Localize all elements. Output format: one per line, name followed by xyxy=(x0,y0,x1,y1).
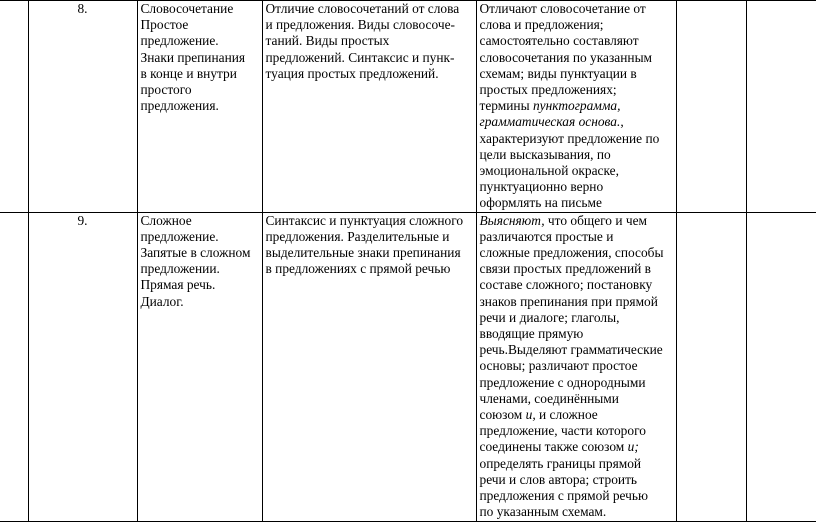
activity-line: оформлять на письме xyxy=(479,195,602,211)
activity-line: самостоятельно составляют xyxy=(479,33,639,49)
activity-line: членами, соединёнными xyxy=(479,390,619,406)
topic-line: предложении. xyxy=(140,261,220,277)
lesson-number: 8. xyxy=(77,1,88,16)
content-line: предложений. Синтаксис и пунк- xyxy=(265,49,455,65)
activity-line: составе сложного; постановку xyxy=(479,277,653,293)
activity-line: слова и предложения; xyxy=(479,17,604,33)
topic-line: Прямая речь. xyxy=(140,277,216,293)
activity-cell xyxy=(476,1,676,213)
content-line: и предложения. Виды словосоче- xyxy=(265,17,455,33)
verb-italic: Выясняют, xyxy=(479,212,545,228)
lesson-number-cell xyxy=(28,1,137,213)
activity-line: схемам; виды пунктуации в xyxy=(479,65,637,81)
activity-line: основы; различают простое xyxy=(479,358,638,374)
topic-line: Сложное xyxy=(140,212,192,228)
content-cell xyxy=(262,212,476,521)
activity-line: различаются простые и xyxy=(479,228,614,244)
activity-line: эмоциональной окраске, xyxy=(479,163,619,179)
blank-lead-cell xyxy=(0,212,28,521)
topic-line: предложение. xyxy=(140,33,219,49)
content-line: таний. Виды простых xyxy=(265,33,390,49)
activity-line: речи и диалоге; глаголы, xyxy=(479,309,620,325)
content-line: в предложениях с прямой речью xyxy=(265,261,451,277)
topic-line: Запятые в сложном xyxy=(140,245,251,261)
content-line: Синтаксис и пунктуация сложного xyxy=(265,212,464,228)
activity-line: простых предложениях; xyxy=(479,82,617,98)
activity-conj-line xyxy=(480,407,673,423)
activity-line: знаков препинания при прямой xyxy=(479,293,658,309)
activity-first-line xyxy=(480,213,673,229)
conj-prefix: союзом xyxy=(479,407,526,423)
term-suffix: , xyxy=(620,114,624,130)
activity-line: связи простых предложений в xyxy=(479,261,651,277)
activity-cell xyxy=(476,212,676,521)
activity-conj-line xyxy=(480,439,673,455)
activity-line: Отличают словосочетание от xyxy=(479,1,646,16)
conj-suffix: и сложное xyxy=(535,407,598,423)
topic-line: предложения. xyxy=(140,98,219,114)
term-italic: пунктограмма, xyxy=(532,98,621,114)
activity-line: сложные предложения, способы xyxy=(479,245,664,261)
topic-line: Простое xyxy=(140,17,189,33)
empty-cell xyxy=(676,1,746,213)
term-italic: грамматическая основа. xyxy=(479,114,621,130)
activity-line: речь.Выделяют грамматические xyxy=(479,342,663,358)
activity-line: пунктуационно верно xyxy=(479,179,604,195)
content-line: туация простых предложений. xyxy=(265,65,439,81)
activity-line: словосочетания по указанным xyxy=(479,49,653,65)
empty-cell xyxy=(746,212,816,521)
content-cell xyxy=(262,1,476,213)
table-row xyxy=(0,212,816,521)
topic-line: Знаки препинания xyxy=(140,49,246,65)
first-rest: что общего и чем xyxy=(544,212,648,228)
topic-line: Диалог. xyxy=(140,293,184,309)
topic-cell xyxy=(137,1,262,213)
activity-line: цели высказывания, по xyxy=(479,146,611,162)
activity-line: определять границы прямой xyxy=(479,455,642,471)
empty-cell xyxy=(746,1,816,213)
blank-lead-cell xyxy=(0,1,28,213)
content-line: выделительные знаки препинания xyxy=(265,245,461,261)
activity-line: предложения с прямой речью xyxy=(479,488,648,504)
conj-prefix: соединены также союзом xyxy=(479,439,628,455)
activity-line: по указанным схемам. xyxy=(479,504,607,520)
content-line: Отличие словосочетаний от слова xyxy=(265,1,460,16)
terms-prefix: термины xyxy=(479,98,533,114)
table-row xyxy=(0,1,816,213)
activity-terms-line xyxy=(480,98,673,114)
activity-line: предложение с однородными xyxy=(479,374,646,390)
lesson-number: 9. xyxy=(77,212,88,228)
activity-line: речи и слов автора; строить xyxy=(479,471,638,487)
topic-line: предложение. xyxy=(140,228,219,244)
topic-cell xyxy=(137,212,262,521)
activity-line: характеризуют предложение по xyxy=(479,130,660,146)
topic-line: простого xyxy=(140,82,192,98)
empty-cell xyxy=(676,212,746,521)
activity-line: предложение, части которого xyxy=(479,423,646,439)
conj-italic: и, xyxy=(525,407,536,423)
content-line: предложения. Разделительные и xyxy=(265,228,450,244)
conj-italic: и; xyxy=(627,439,639,455)
topic-line: Словосочетание xyxy=(140,1,234,16)
lesson-number-cell xyxy=(28,212,137,521)
activity-line: вводящие прямую xyxy=(479,326,584,342)
activity-terms-line xyxy=(480,114,673,130)
topic-line: в конце и внутри xyxy=(140,65,237,81)
